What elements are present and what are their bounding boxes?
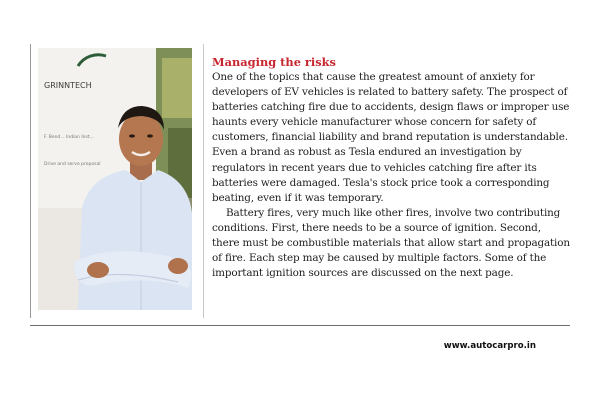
portrait-illustration [38, 48, 192, 310]
article-paragraph: Battery fires, very much like other fires, involve two contributing conditions. First, there needs to be a source of ignition. Second, there must be combustible materials that allow start and propagation of fire. Each step may be caused by multiple factors. Some of the important ignition sources are discussed on the next page. [212, 206, 570, 280]
column-divider [203, 44, 204, 318]
sign-line-2: Drive and serve proposal [44, 162, 101, 167]
person-photo [38, 48, 192, 310]
sign-line-1: F. Bend... Indian Inst... [44, 135, 94, 140]
left-margin-rule [30, 44, 31, 318]
section-heading: Managing the risks [212, 55, 336, 69]
bottom-rule [30, 325, 570, 326]
sign-brand-text: GRINNTECH [44, 81, 92, 90]
article-body [212, 55, 570, 281]
article-paragraph: One of the topics that cause the greatest amount of anxiety for developers of EV vehicles is related to battery safety. The prospect of batteries catching fire due to accidents, design flaws or improper use haunts every vehicle manufacturer whose concern for safety of customers, financial liability and brand reputation is understandable. Even a brand as robust as Tesla endured an investigation by regulators in recent years due to vehicles catching fire after its batteries were damaged. Tesla's stock price took a corresponding beating, even if it was temporary. [212, 71, 570, 204]
website-url: www.autocarpro.in [443, 341, 536, 351]
